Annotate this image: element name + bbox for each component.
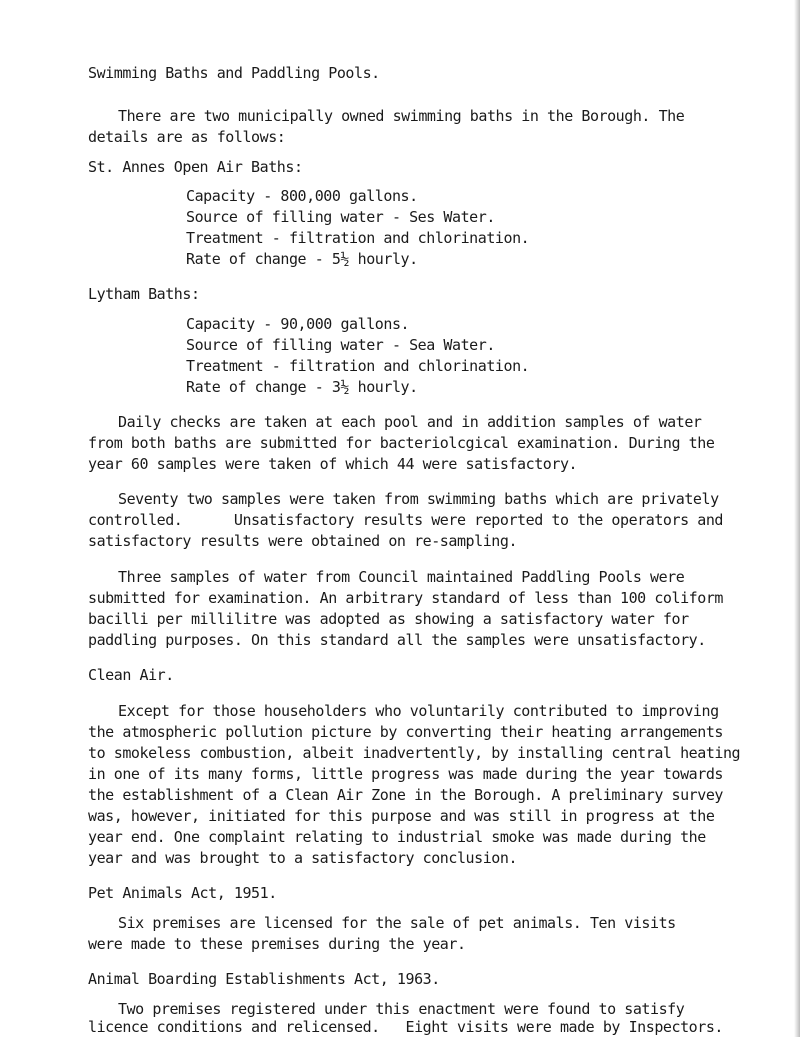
clean-air-line-6: was, however, initiated for this purpose and was still in progress at the bbox=[88, 807, 715, 825]
swimming-intro-line-2: details are as follows: bbox=[88, 128, 286, 146]
clean-air-line-4: in one of its many forms, little progress was made during the year towards bbox=[88, 765, 723, 783]
paddling-line-1: Three samples of water from Council maintained Paddling Pools were bbox=[118, 568, 685, 586]
lytham-treatment: Treatment - filtration and chlorination. bbox=[186, 357, 530, 375]
pet-animals-line-2: were made to these premises during the year. bbox=[88, 935, 466, 953]
heading-clean-air: Clean Air. bbox=[88, 666, 174, 684]
annes-capacity: Capacity - 800,000 gallons. bbox=[186, 187, 418, 205]
heading-pet-animals: Pet Animals Act, 1951. bbox=[88, 884, 277, 902]
annes-title: St. Annes Open Air Baths: bbox=[88, 158, 303, 176]
paddling-line-4: paddling purposes. On this standard all the samples were unsatisfactory. bbox=[88, 631, 706, 649]
private-line-2: controlled. Unsatisfactory results were reported to the operators and bbox=[88, 511, 723, 529]
lytham-title: Lytham Baths: bbox=[88, 285, 200, 303]
clean-air-line-2: the atmospheric pollution picture by converting their heating arrangements bbox=[88, 723, 723, 741]
clean-air-line-7: year end. One complaint relating to industrial smoke was made during the bbox=[88, 828, 706, 846]
pet-animals-line-1: Six premises are licensed for the sale of pet animals. Ten visits bbox=[118, 914, 676, 932]
checks-line-3: year 60 samples were taken of which 44 were satisfactory. bbox=[88, 455, 578, 473]
annes-rate: Rate of change - 5½ hourly. bbox=[186, 250, 418, 268]
boarding-line-2: licence conditions and relicensed. Eight visits were made by Inspectors. bbox=[88, 1018, 723, 1036]
lytham-rate: Rate of change - 3½ hourly. bbox=[186, 378, 418, 396]
heading-animal-boarding: Animal Boarding Establishments Act, 1963. bbox=[88, 970, 440, 988]
boarding-line-1: Two premises registered under this enactment were found to satisfy bbox=[118, 1000, 685, 1018]
checks-line-1: Daily checks are taken at each pool and in addition samples of water bbox=[118, 413, 702, 431]
clean-air-line-3: to smokeless combustion, albeit inadvertently, by installing central heating bbox=[88, 744, 741, 762]
checks-line-2: from both baths are submitted for bacteriolcgical examination. During the bbox=[88, 434, 715, 452]
annes-treatment: Treatment - filtration and chlorination. bbox=[186, 229, 530, 247]
swimming-intro-line-1: There are two municipally owned swimming baths in the Borough. The bbox=[118, 107, 685, 125]
clean-air-line-5: the establishment of a Clean Air Zone in the Borough. A preliminary survey bbox=[88, 786, 723, 804]
private-line-1: Seventy two samples were taken from swimming baths which are privately bbox=[118, 490, 719, 508]
clean-air-line-8: year and was brought to a satisfactory conclusion. bbox=[88, 849, 518, 867]
paddling-line-2: submitted for examination. An arbitrary standard of less than 100 coliform bbox=[88, 589, 723, 607]
lytham-capacity: Capacity - 90,000 gallons. bbox=[186, 315, 410, 333]
lytham-source: Source of filling water - Sea Water. bbox=[186, 336, 495, 354]
private-line-3: satisfactory results were obtained on re-sampling. bbox=[88, 532, 518, 550]
annes-source: Source of filling water - Ses Water. bbox=[186, 208, 495, 226]
page-edge-shadow bbox=[794, 0, 800, 1037]
heading-swimming: Swimming Baths and Paddling Pools. bbox=[88, 64, 380, 82]
paddling-line-3: bacilli per millilitre was adopted as showing a satisfactory water for bbox=[88, 610, 689, 628]
clean-air-line-1: Except for those householders who voluntarily contributed to improving bbox=[118, 702, 719, 720]
